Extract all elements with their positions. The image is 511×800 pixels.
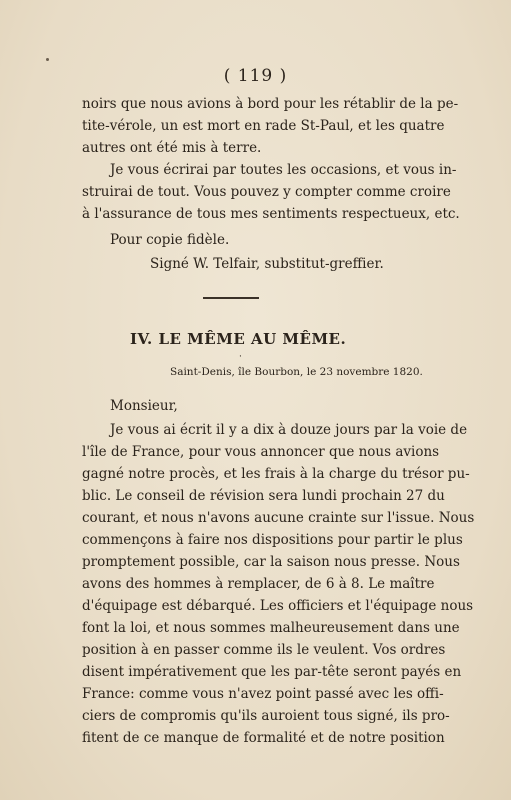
body-line: gagné notre procès, et les frais à la charge du trésor pu- xyxy=(82,466,470,482)
body-line: promptement possible, car la saison nous presse. Nous xyxy=(82,554,460,570)
text-line: tite-vérole, un est mort en rade St-Paul, et les quatre xyxy=(82,118,445,134)
body-line: ciers de compromis qu'ils auroient tous signé, ils pro- xyxy=(82,708,450,724)
signature-line: Signé W. Telfair, substitut-greffier. xyxy=(150,256,384,272)
section-heading: IV. LE MÊME AU MÊME. xyxy=(130,330,347,348)
body-line: courant, et nous n'avons aucune crainte sur l'issue. Nous xyxy=(82,510,475,526)
body-line: font la loi, et nous sommes malheureusement dans une xyxy=(82,620,460,636)
body-line: Je vous ai écrit il y a dix à douze jours par la voie de xyxy=(110,422,468,438)
body-line: l'île de France, pour vous annoncer que nous avions xyxy=(82,444,440,460)
copy-note: Pour copie fidèle. xyxy=(110,232,230,248)
body-line: avons des hommes à remplacer, de 6 à 8. Le maître xyxy=(82,576,435,592)
body-line: d'équipage est débarqué. Les officiers et l'équipage nous xyxy=(82,598,474,614)
letter-salutation: Monsieur, xyxy=(110,398,178,414)
body-line: blic. Le conseil de révision sera lundi prochain 27 du xyxy=(82,488,445,504)
body-line: commençons à faire nos dispositions pour partir le plus xyxy=(82,532,463,548)
paper-speck xyxy=(46,58,49,61)
text-line: struirai de tout. Vous pouvez y compter comme croire xyxy=(82,184,451,200)
body-line: disent impérativement que les par-tête seront payés en xyxy=(82,664,462,680)
body-line: fitent de ce manque de formalité et de notre position xyxy=(82,730,445,746)
body-line: France: comme vous n'avez point passé avec les offi- xyxy=(82,686,444,702)
print-mark: · xyxy=(239,352,242,362)
text-line: à l'assurance de tous mes sentiments respectueux, etc. xyxy=(82,206,460,222)
section-divider xyxy=(203,297,259,299)
text-line: noirs que nous avions à bord pour les rétablir de la pe- xyxy=(82,96,459,112)
page-number: ( 119 ) xyxy=(223,66,288,86)
letter-dateline: Saint-Denis, île Bourbon, le 23 novembre 1820. xyxy=(170,366,423,378)
body-line: position à en passer comme ils le veulent. Vos ordres xyxy=(82,642,446,658)
text-line: autres ont été mis à terre. xyxy=(82,140,262,156)
text-line: Je vous écrirai par toutes les occasions, et vous in- xyxy=(110,162,457,178)
